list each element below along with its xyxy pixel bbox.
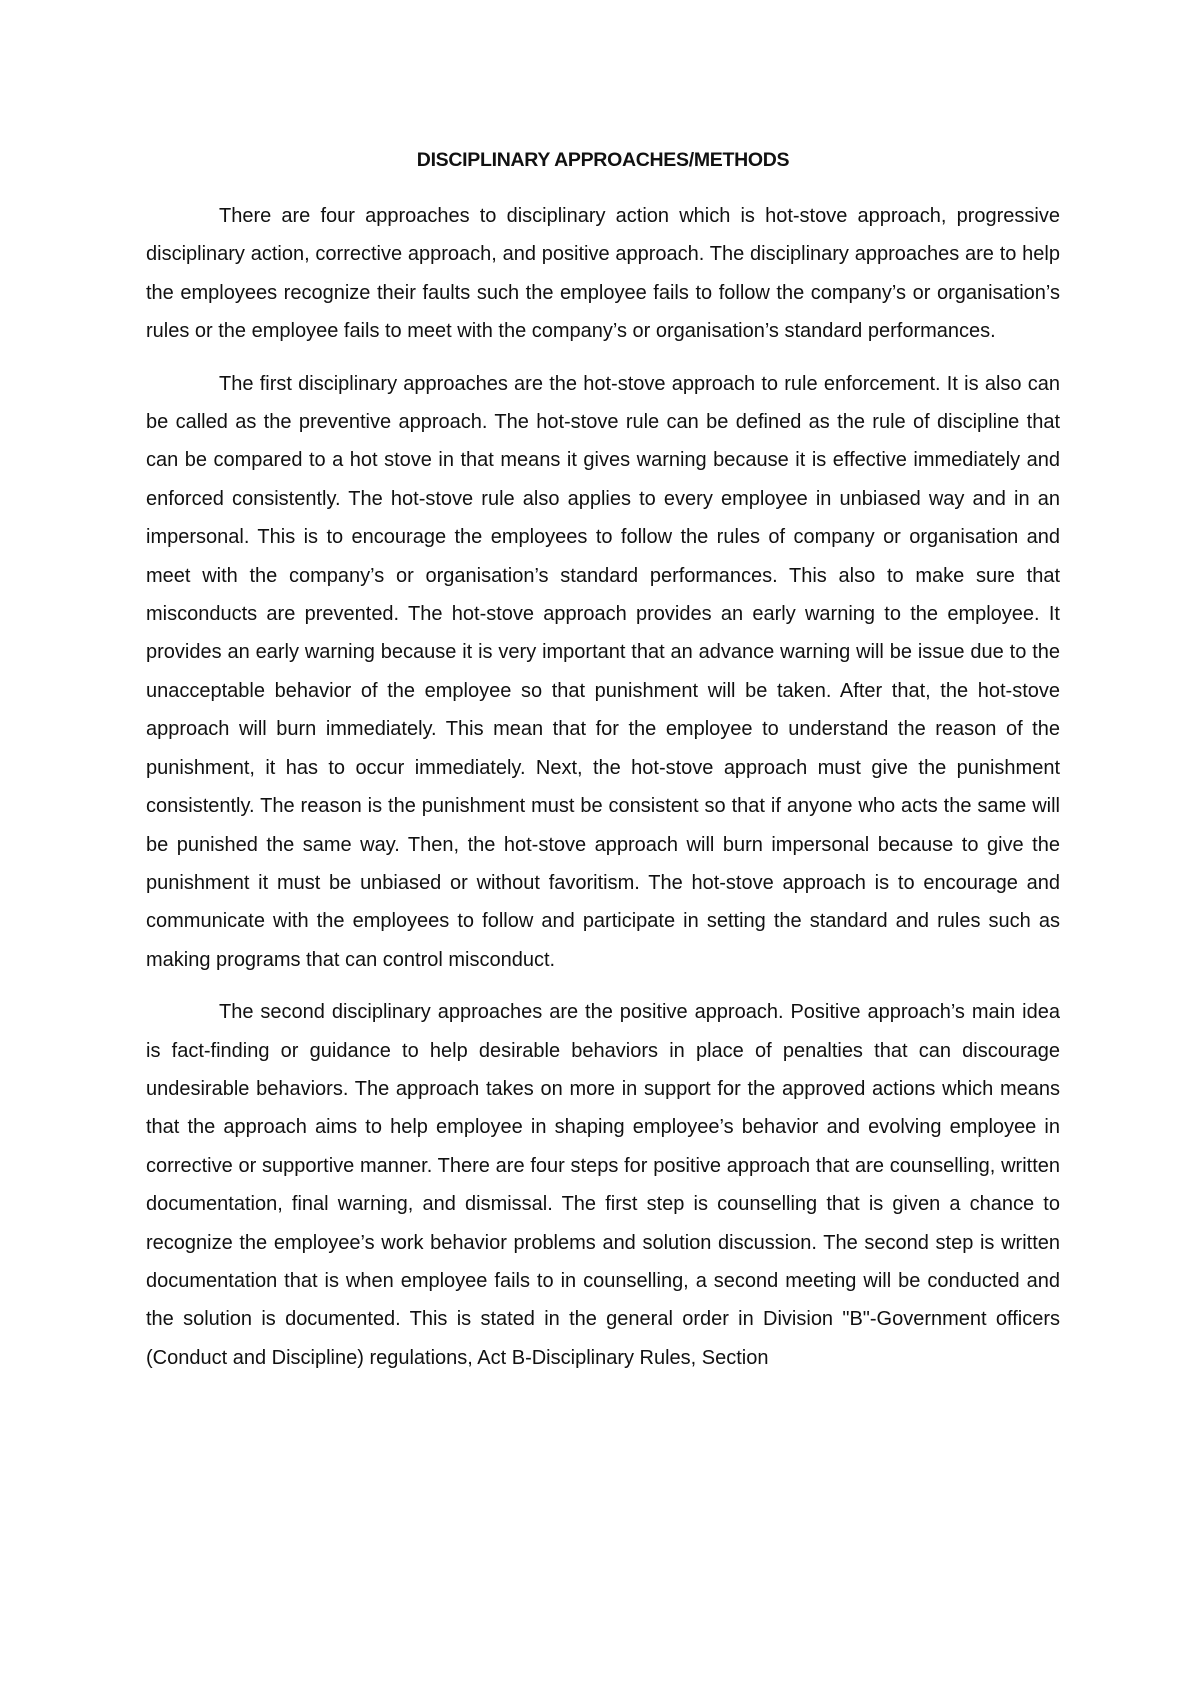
paragraph-positive-approach: The second disciplinary approaches are the positive approach. Positive approach’s main idea is fact-finding or guidance to help desirable behaviors in place of penalties that can discourage undesirable behaviors. The approach takes on more in support for the approved actions which means that the approach aims to help employee in shaping employee’s behavior and evolving employee in corrective or supportive manner. There are four steps for positive approach that are counselling, written documentation, final warning, and dismissal. The first step is counselling that is given a chance to recognize the employee’s work behavior problems and solution discussion. The second step is written documentation that is when employee fails to in counselling, a second meeting will be conducted and the solution is documented. This is stated in the general order in Division "B"-Government officers (Conduct and Discipline) regulations, Act B-Disciplinary Rules, Section (146, 1001, 1060, 1369)
paragraph-hot-stove: The first disciplinary approaches are the hot-stove approach to rule enforcement. It is also can be called as the preventive approach. The hot-stove rule can be defined as the rule of discipline that can be compared to a hot stove in that means it gives warning because it is effective immediately and enforced consistently. The hot-stove rule also applies to every employee in unbiased way and in an impersonal. This is to encourage the employees to follow the rules of company or organisation and meet with the company’s or organisation’s standard performances. This also to make sure that misconducts are prevented. The hot-stove approach provides an early warning to the employee. It provides an early warning because it is very important that an advance warning will be issue due to the unacceptable behavior of the employee so that punishment will be taken. After that, the hot-stove approach will burn immediately. This mean that for the employee to understand the reason of the punishment, it has to occur immediately. Next, the hot-stove approach must give the punishment consistently. The reason is the punishment must be consistent so that if anyone who acts the same will be punished the same way. Then, the hot-stove approach will burn impersonal because to give the punishment it must be unbiased or without favoritism. The hot-stove approach is to encourage and communicate with the employees to follow and participate in setting the standard and rules such as making programs that can control misconduct. (146, 372, 1060, 971)
document-body (146, 197, 1060, 1391)
document-title: DISCIPLINARY APPROACHES/METHODS (416, 149, 790, 171)
paragraph-intro: There are four approaches to disciplinary action which is hot-stove approach, progressive disciplinary action, corrective approach, and positive approach. The disciplinary approaches are to help the employees recognize their faults such the employee fails to follow the company’s or organisation’s rules or the employee fails to meet with the company’s or organisation’s standard performances. (146, 205, 1060, 343)
